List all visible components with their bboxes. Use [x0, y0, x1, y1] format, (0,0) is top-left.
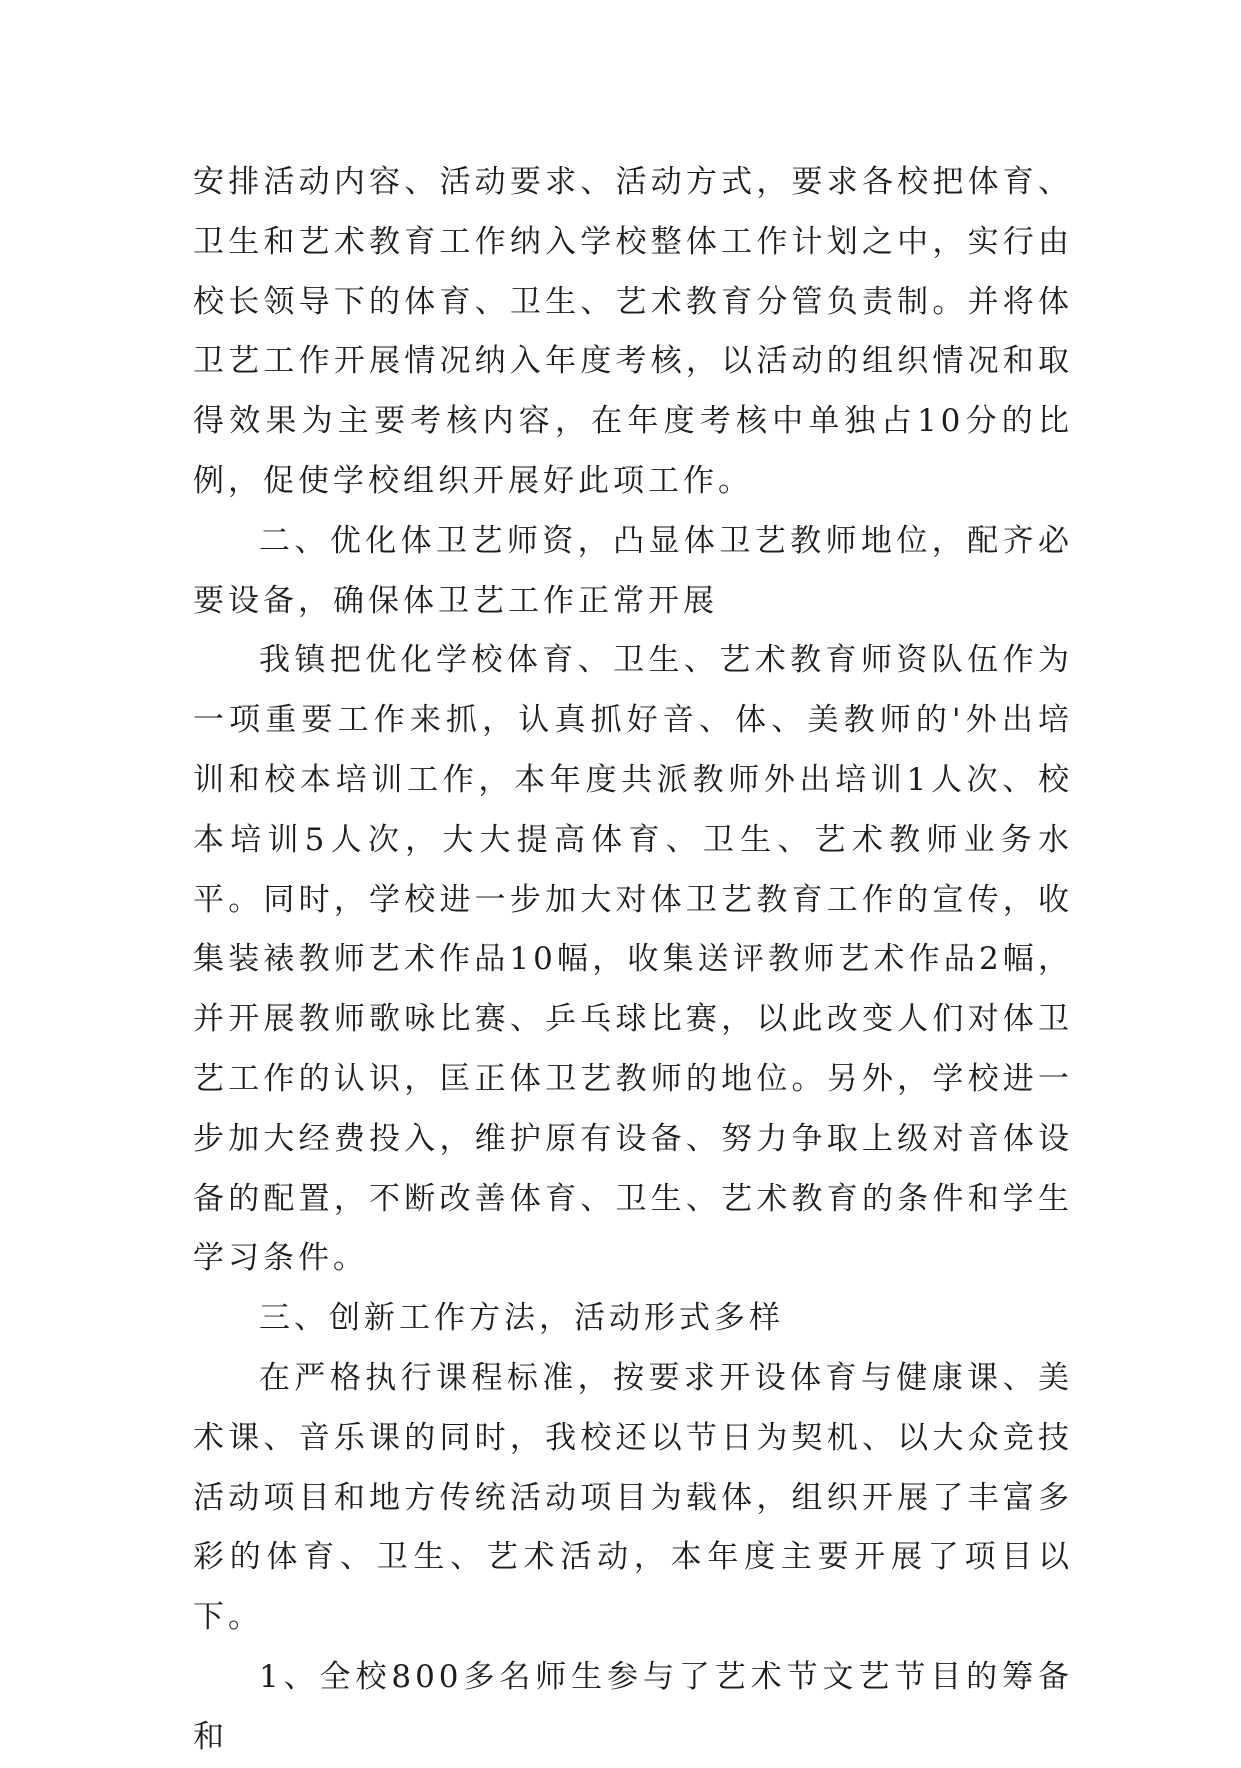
paragraph-1: 安排活动内容、活动要求、活动方式，要求各校把体育、卫生和艺术教育工作纳入学校整体工作计划之中，实行由校长领导下的体育、卫生、艺术教育分管负责制。并将体卫艺工作开展情况纳入年度考核，以活动的组织情况和取得效果为主要考核内容，在年度考核中单独占10分的比例，促使学校组织开展好此项工作。	[193, 164, 1073, 499]
section-heading-2: 二、优化体卫艺师资，凸显体卫艺教师地位，配齐必要设备，确保体卫艺工作正常开展	[193, 522, 1073, 619]
paragraph-4: 1、全校800多名师生参与了艺术节文艺节目的筹备和	[193, 1658, 1073, 1755]
paragraph-2: 我镇把优化学校体育、卫生、艺术教育师资队伍作为一项重要工作来抓，认真抓好音、体、美教师的'外出培训和校本培训工作，本年度共派教师外出培训1人次、校本培训5人次，大大提高体育、卫生、艺术教师业务水平。同时，学校进一步加大对体卫艺教育工作的宣传，收集装裱教师艺术作品10幅，收集送评教师艺术作品2幅，并开展教师歌咏比赛、乒乓球比赛，以此改变人们对体卫艺工作的认识，匡正体卫艺教师的地位。另外，学校进一步加大经费投入，维护原有设备、努力争取上级对音体设备的配置，不断改善体育、卫生、艺术教育的条件和学生学习条件。	[193, 642, 1073, 1277]
paragraph-3: 在严格执行课程标准，按要求开设体育与健康课、美术课、音乐课的同时，我校还以节日为契机、以大众竞技活动项目和地方传统活动项目为载体，组织开展了丰富多彩的体育、卫生、艺术活动，本年度主要开展了项目以下。	[193, 1359, 1073, 1636]
document-body	[193, 153, 1073, 1768]
section-heading-3: 三、创新工作方法，活动形式多样	[259, 1300, 784, 1337]
